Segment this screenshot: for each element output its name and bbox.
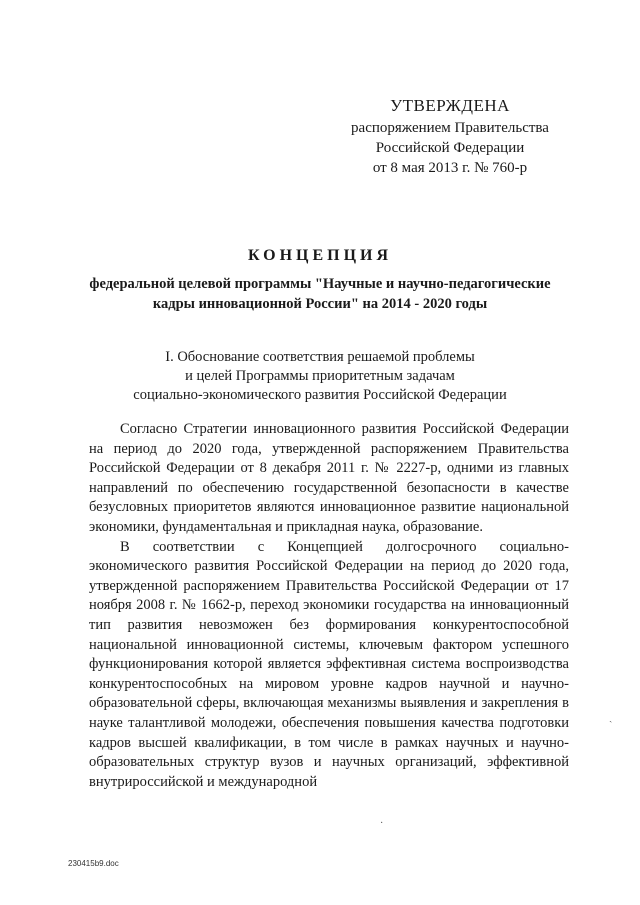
document-subtitle [70, 274, 570, 314]
approval-line-2: Российской Федерации [375, 140, 525, 156]
file-code: 230415b9.doc [68, 859, 119, 868]
section-heading-line-1: I. Обоснование соответствия решаемой проблемы [165, 349, 475, 365]
document-title: КОНЦЕПЦИЯ [247, 247, 393, 264]
approval-line-3: от 8 мая 2013 г. № 760-р [372, 160, 528, 176]
scan-mark: ˎ [609, 712, 613, 723]
paragraph-2: В соответствии с Концепцией долгосрочного социально-экономического развития Российской Федерации на период до 2020 года, утвержденной распоряжением Правительства Российской Федерации от 17 ноября 2008 г. № 1662-р, переход экономики государства на инновационный тип развития невозможен без формирования конкурентоспособной национальной инновационной системы, ключевым фактором успешного функционирования которой является эффективная система воспроизводства конкурентоспособных на мировом уровне кадров научной и научно-образовательной сферы, включающая механизмы выявления и закрепления в науке талантливой молодежи, обеспечения повышения качества подготовки кадров высшей квалификации, в том числе в рамках научных и научно-образовательных структур вузов и научных организаций, эффективной внутрироссийской и международной [89, 538, 569, 790]
section-heading [80, 348, 560, 405]
paragraph-1: Согласно Стратегии инновационного развития Российской Федерации на период до 2020 года, утвержденной распоряжением Правительства Российской Федерации от 8 декабря 2011 г. № 2227-р, одними из главных направлений по обеспечению государственной безопасности в качестве безусловных приоритетов являются инновационное развитие национальной экономики, фундаментальная и прикладная наука, образование. [89, 421, 569, 535]
section-heading-line-2: и целей Программы приоритетным задачам [185, 368, 455, 384]
body-text [89, 420, 569, 792]
approval-stamp [340, 96, 560, 178]
subtitle-line-2: кадры инновационной России" на 2014 - 2020 годы [152, 296, 488, 312]
approval-line-1: распоряжением Правительства [351, 120, 549, 136]
section-heading-line-3: социально-экономического развития Российской Федерации [133, 387, 507, 403]
approval-heading: УТВЕРЖДЕНА [390, 96, 510, 115]
subtitle-line-1: федеральной целевой программы "Научные и научно-педагогические [89, 276, 551, 292]
scan-dot: · [380, 818, 384, 829]
